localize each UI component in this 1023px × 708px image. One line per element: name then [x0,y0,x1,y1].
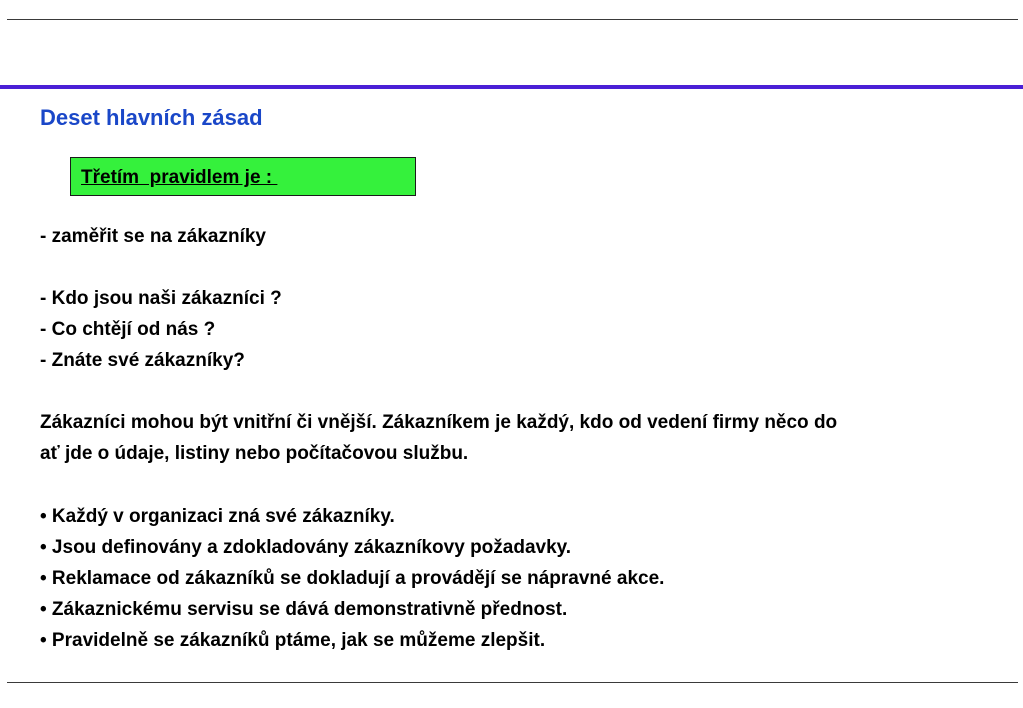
accent-divider [0,85,1023,89]
bullet-item: • Pravidelně se zákazníků ptáme, jak se můžeme zlepšit. [40,630,546,651]
rule-highlight-box [70,157,416,196]
top-divider [7,19,1018,20]
bullet-item: • Reklamace od zákazníků se dokladují a provádějí se nápravné akce. [40,568,665,589]
question-item: - Kdo jsou naši zákazníci ? [40,288,282,309]
bottom-divider [7,682,1018,683]
paragraph-line: Zákazníci mohou být vnitřní či vnější. Zákazníkem je každý, kdo od vedení firmy něco do [40,412,838,433]
bullet-item: • Jsou definovány a zdokladovány zákazníkovy požadavky. [40,537,572,558]
question-item: - Znáte své zákazníky? [40,350,245,371]
bullet-item: • Každý v organizaci zná své zákazníky. [40,506,395,527]
focus-line: - zaměřit se na zákazníky [40,226,266,247]
rule-box-label: Třetím pravidlem je : [81,167,278,188]
slide-title: Deset hlavních zásad [40,105,263,130]
paragraph-line: ať jde o údaje, listiny nebo počítačovou službu. [40,443,469,464]
question-item: - Co chtějí od nás ? [40,319,216,340]
bullet-item: • Zákaznickému servisu se dává demonstrativně přednost. [40,599,568,620]
